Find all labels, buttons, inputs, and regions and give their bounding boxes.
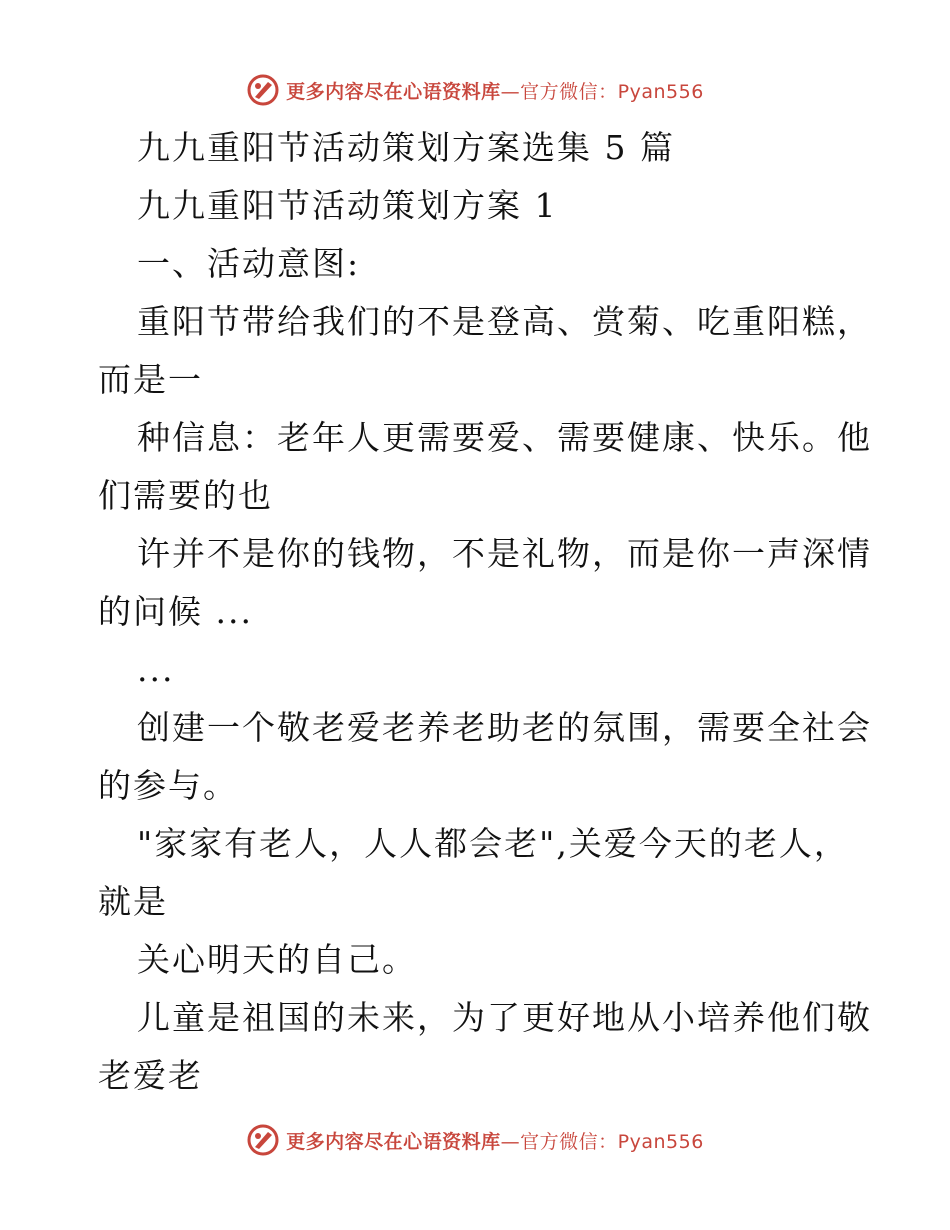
- document-title: 九九重阳节活动策划方案选集 5 篇: [137, 128, 675, 167]
- paragraph-line: 的参与。: [98, 766, 238, 805]
- paragraph-line: 重阳节带给我们的不是登高、赏菊、吃重阳糕，: [137, 302, 872, 341]
- paragraph-line: 们需要的也: [98, 476, 273, 515]
- watermark-logo-icon: [246, 73, 280, 107]
- paragraph-line: ...: [137, 650, 175, 689]
- paragraph-line: 关心明天的自己。: [137, 940, 417, 979]
- paragraph-line: 许并不是你的钱物，不是礼物，而是你一声深情: [137, 534, 872, 573]
- paragraph-line: 而是一: [98, 360, 203, 399]
- watermark-text: 更多内容尽在心语资料库—官方微信：Pyan556: [286, 80, 704, 103]
- paragraph-line: 老爱老: [98, 1056, 203, 1095]
- paragraph-line: 种信息：老年人更需要爱、需要健康、快乐。他: [137, 418, 872, 457]
- section-heading: 九九重阳节活动策划方案 1: [137, 186, 558, 225]
- watermark-text: 更多内容尽在心语资料库—官方微信：Pyan556: [286, 1130, 704, 1153]
- watermark-logo-icon: [246, 1123, 280, 1157]
- paragraph-line: 就是: [98, 882, 168, 921]
- header-watermark: [0, 70, 950, 110]
- footer-watermark: [0, 1120, 950, 1160]
- paragraph-line: "家家有老人，人人都会老",关爱今天的老人，: [137, 824, 849, 863]
- subsection-heading: 一、活动意图:: [137, 244, 361, 283]
- paragraph-line: 儿童是祖国的未来，为了更好地从小培养他们敬: [137, 998, 872, 1037]
- paragraph-line: 的问候 ...: [98, 592, 253, 631]
- paragraph-line: 创建一个敬老爱老养老助老的氛围，需要全社会: [137, 708, 872, 747]
